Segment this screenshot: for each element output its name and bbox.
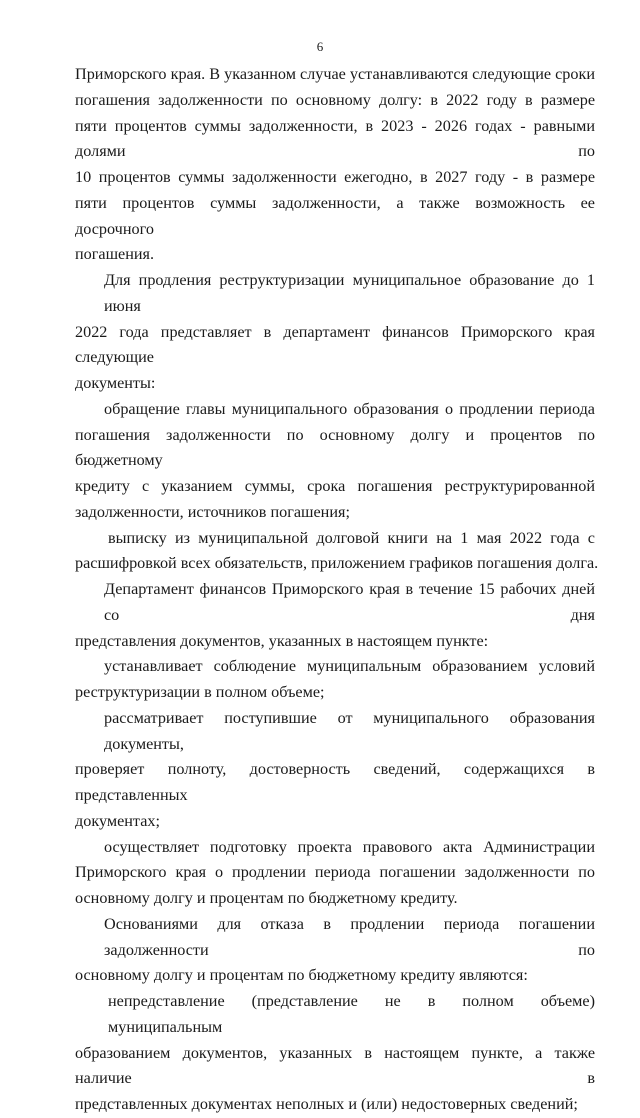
- text-line: погашения задолженности по основному долгу: в 2022 году в размере: [75, 90, 595, 109]
- text-line: выписку из муниципальной долговой книги на 1 мая 2022 года с: [108, 528, 595, 547]
- text-line: пяти процентов суммы задолженности, в 2023 - 2026 годах - равными долями по: [75, 116, 595, 161]
- text-line: осуществляет подготовку проекта правового акта Администрации: [104, 837, 595, 856]
- text-line: 2022 года представляет в департамент финансов Приморского края следующие: [75, 322, 595, 367]
- paragraph-documents-review: [75, 706, 595, 835]
- paragraph-department-review: [75, 577, 595, 654]
- text-line: пяти процентов суммы задолженности, а также возможность ее досрочного: [75, 193, 595, 238]
- text-line: погашения.: [75, 245, 155, 264]
- text-line: реструктуризации в полном объеме;: [75, 683, 325, 701]
- paragraph-legal-act-preparation: [75, 835, 595, 912]
- text-line: проверяет полноту, достоверность сведений, содержащихся в представленных: [75, 760, 595, 804]
- paragraph-debt-book-extract: [75, 526, 599, 578]
- text-line: Приморского края о продлении периода погашении задолженности по: [75, 863, 595, 882]
- document-body: [75, 62, 599, 1118]
- text-line: расшифровкой всех обязательств, приложением графиков погашения долга.: [75, 554, 599, 573]
- paragraph-refusal-grounds: [75, 912, 595, 989]
- text-line: представленных документах неполных и (или) недостоверных сведений;: [75, 1095, 578, 1113]
- text-line: Основаниями для отказа в продлении периода погашении задолженности по: [104, 914, 595, 959]
- text-line: Приморского края. В указанном случае устанавливаются следующие сроки: [75, 65, 596, 83]
- text-line: Для продления реструктуризации муниципальное образование до 1 июня: [104, 271, 595, 315]
- text-line: рассматривает поступившие от муниципального образования документы,: [104, 708, 595, 753]
- page-number: 6: [316, 39, 324, 54]
- text-line: образованием документов, указанных в настоящем пункте, а также наличие в: [75, 1043, 595, 1088]
- paragraph-head-appeal: [75, 397, 595, 526]
- text-line: основному долгу и процентам по бюджетному кредиту являются:: [75, 966, 528, 985]
- text-line: документах;: [75, 811, 160, 830]
- paragraph-non-submission: [75, 989, 595, 1118]
- paragraph-compliance-check: [75, 654, 595, 706]
- text-line: устанавливает соблюдение муниципальным образованием условий: [104, 657, 595, 676]
- text-line: 10 процентов суммы задолженности ежегодно, в 2027 году - в размере: [75, 168, 595, 186]
- text-line: задолженности, источников погашения;: [75, 502, 350, 521]
- text-line: погашения задолженности по основному долгу и процентов по бюджетному: [75, 425, 595, 470]
- text-line: кредиту с указанием суммы, срока погашения реструктурированной: [75, 477, 595, 495]
- paragraph-repayment-terms: [75, 62, 595, 268]
- paragraph-extension-documents: [75, 268, 595, 397]
- text-line: обращение главы муниципального образования о продлении периода: [104, 399, 595, 418]
- text-line: Департамент финансов Приморского края в течение 15 рабочих дней со дня: [104, 580, 595, 624]
- text-line: представления документов, указанных в настоящем пункте:: [75, 631, 489, 650]
- text-line: непредставление (представление не в полном объеме) муниципальным: [108, 992, 595, 1036]
- text-line: документы:: [75, 374, 156, 392]
- text-line: основному долгу и процентам по бюджетному кредиту.: [75, 889, 458, 907]
